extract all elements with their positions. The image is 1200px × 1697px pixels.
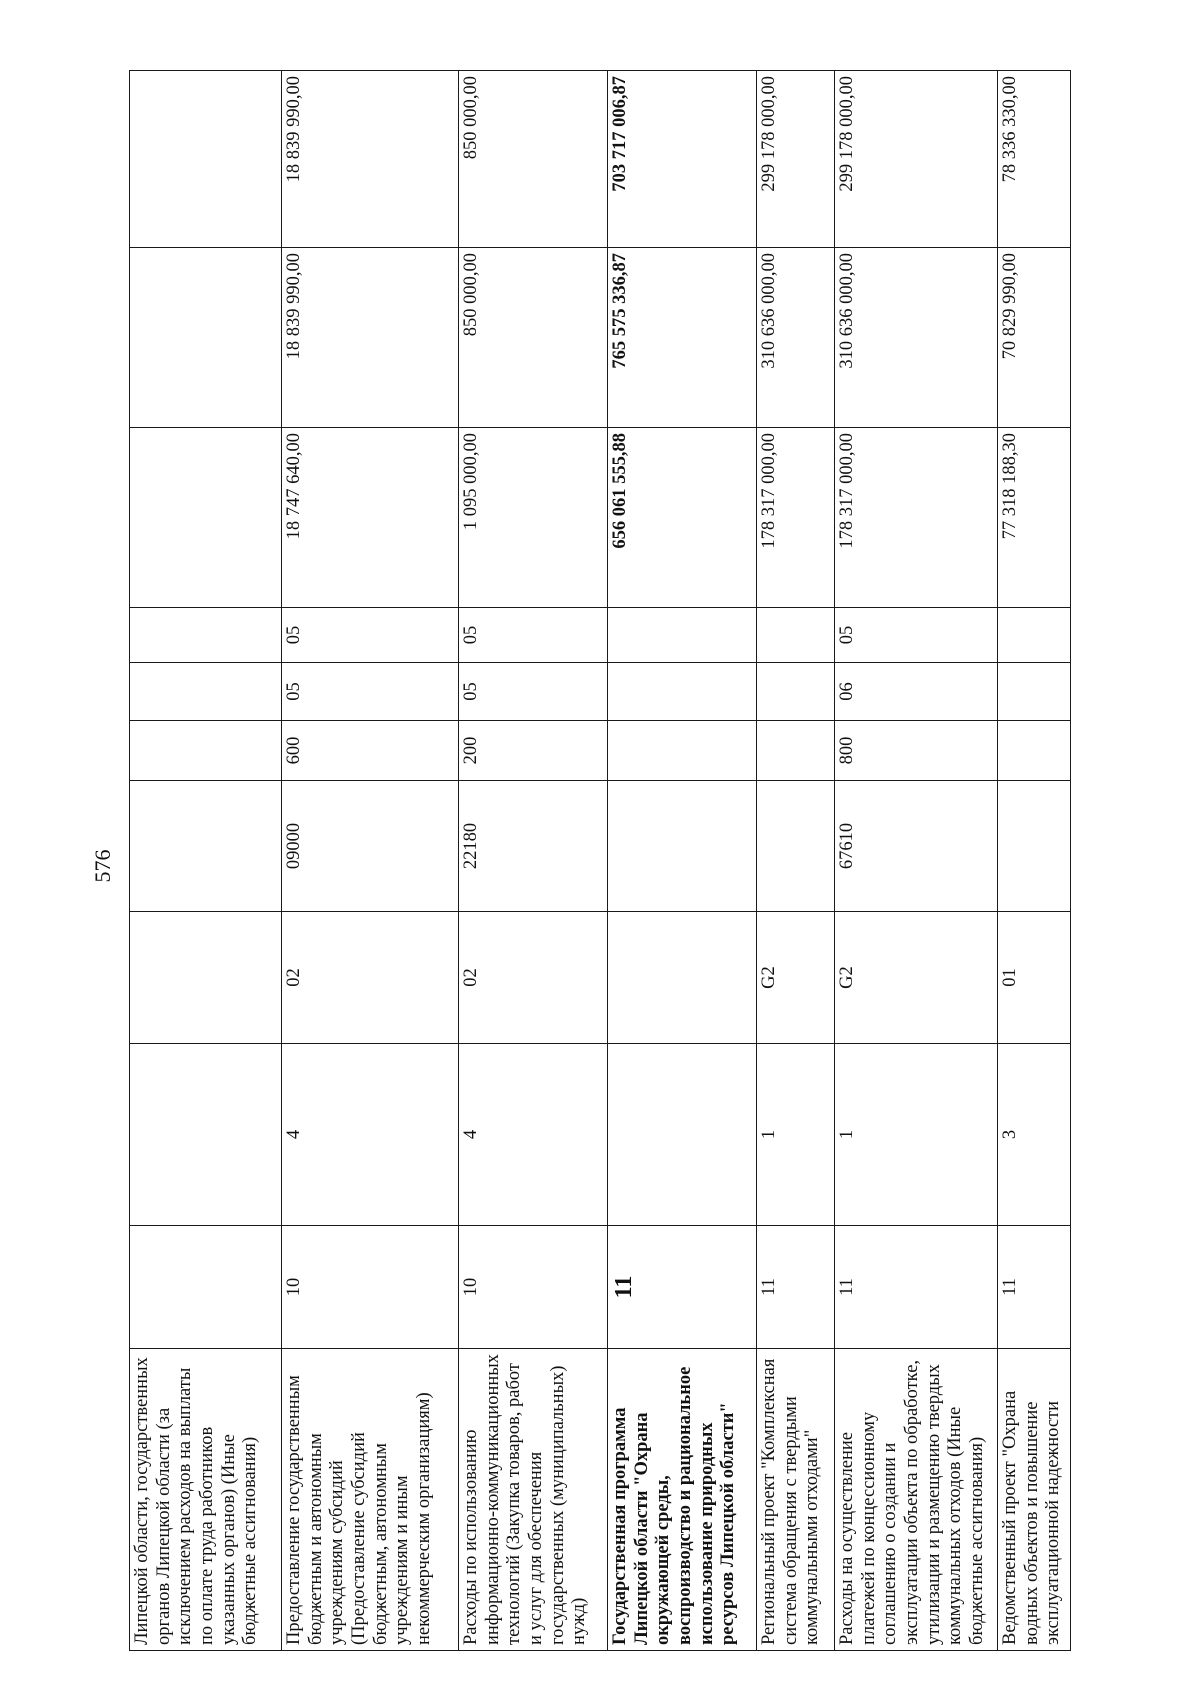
code-cell-c5: 200 (459, 721, 608, 781)
code-cell-c2 (130, 1044, 282, 1226)
amount-cell-a2: 850 000,00 (459, 248, 608, 428)
amount-cell-a3: 703 717 006,87 (608, 71, 757, 248)
code-cell-c5 (130, 721, 282, 781)
page-number: 576 (90, 849, 115, 883)
budget-table (129, 70, 1071, 1651)
amount-cell-a2: 765 575 336,87 (608, 248, 757, 428)
code-cell-c7 (756, 608, 834, 663)
code-cell-c5 (756, 721, 834, 781)
amount-cell-a1: 178 317 000,00 (835, 428, 998, 608)
amount-cell-a1: 178 317 000,00 (756, 428, 834, 608)
code-cell-c1: 10 (459, 1226, 608, 1349)
code-cell-c4: 67610 (835, 781, 998, 912)
table-row (756, 71, 834, 1651)
code-cell-c6: 05 (459, 663, 608, 721)
code-cell-c2 (608, 1044, 757, 1226)
amount-cell-a3: 18 839 990,00 (282, 71, 459, 248)
code-cell-c6: 06 (835, 663, 998, 721)
row-name-cell: Предоставление государственным бюджетным и автономным учреждениям субсидий (Предоставление субсидий бюджетным, автономным учреждениям и иным некоммерческим организациям) (282, 1349, 459, 1651)
table-row (459, 71, 608, 1651)
amount-cell-a2: 310 636 000,00 (835, 248, 998, 428)
code-cell-c4 (998, 781, 1071, 912)
code-cell-c3: G2 (835, 912, 998, 1044)
code-cell-c5 (608, 721, 757, 781)
amount-cell-a1: 656 061 555,88 (608, 428, 757, 608)
row-name-cell: Ведомственный проект "Охрана водных объектов и повышение эксплуатационной надежности (998, 1349, 1071, 1651)
table-body (130, 71, 1071, 1651)
code-cell-c3 (608, 912, 757, 1044)
table-row (835, 71, 998, 1651)
amount-cell-a2: 310 636 000,00 (756, 248, 834, 428)
code-cell-c7 (130, 608, 282, 663)
code-cell-c2: 4 (459, 1044, 608, 1226)
code-cell-c7 (998, 608, 1071, 663)
row-name-cell: Государственная программа Липецкой области "Охрана окружающей среды, воспроизводство и рациональное использование природных ресурсов Липецкой области" (608, 1349, 757, 1651)
code-cell-c6 (756, 663, 834, 721)
table-row (998, 71, 1071, 1651)
code-cell-c5 (998, 721, 1071, 781)
code-cell-c2: 1 (835, 1044, 998, 1226)
code-cell-c1: 11 (998, 1226, 1071, 1349)
code-cell-c7: 05 (282, 608, 459, 663)
amount-cell-a2: 70 829 990,00 (998, 248, 1071, 428)
row-name-cell: Региональный проект "Комплексная система обращения с твердыми коммунальными отходами" (756, 1349, 834, 1651)
code-cell-c6 (130, 663, 282, 721)
code-cell-c4: 09000 (282, 781, 459, 912)
code-cell-c6: 05 (282, 663, 459, 721)
amount-cell-a3: 299 178 000,00 (756, 71, 834, 248)
code-cell-c2: 3 (998, 1044, 1071, 1226)
code-cell-c5: 600 (282, 721, 459, 781)
amount-cell-a2: 18 839 990,00 (282, 248, 459, 428)
amount-cell-a3: 850 000,00 (459, 71, 608, 248)
code-cell-c3: 02 (282, 912, 459, 1044)
amount-cell-a1 (130, 428, 282, 608)
amount-cell-a3: 78 336 330,00 (998, 71, 1071, 248)
code-cell-c5: 800 (835, 721, 998, 781)
code-cell-c1 (130, 1226, 282, 1349)
code-cell-c2: 1 (756, 1044, 834, 1226)
amount-cell-a1: 1 095 000,00 (459, 428, 608, 608)
amount-cell-a1: 18 747 640,00 (282, 428, 459, 608)
code-cell-c2: 4 (282, 1044, 459, 1226)
row-name-cell: Липецкой области, государственных органов Липецкой области (за исключением расходов на выплаты по оплате труда работников указанных органов) (Иные бюджетные ассигнования) (130, 1349, 282, 1651)
amount-cell-a2 (130, 248, 282, 428)
code-cell-c7: 05 (835, 608, 998, 663)
amount-cell-a1: 77 318 188,30 (998, 428, 1071, 608)
code-cell-c1: 11 (608, 1226, 757, 1349)
table-row (130, 71, 282, 1651)
code-cell-c4 (608, 781, 757, 912)
table-row (282, 71, 459, 1651)
code-cell-c3 (130, 912, 282, 1044)
code-cell-c3: 01 (998, 912, 1071, 1044)
table-row (608, 71, 757, 1651)
row-name-cell: Расходы по использованию информационно-коммуникационных технологий (Закупка товаров, работ и услуг для обеспечения государственных (муниципальных) нужд) (459, 1349, 608, 1651)
amount-cell-a3 (130, 71, 282, 248)
amount-cell-a3: 299 178 000,00 (835, 71, 998, 248)
rotated-table-container (129, 71, 1071, 1651)
code-cell-c6 (608, 663, 757, 721)
code-cell-c1: 10 (282, 1226, 459, 1349)
code-cell-c3: G2 (756, 912, 834, 1044)
code-cell-c4 (130, 781, 282, 912)
row-name-cell: Расходы на осуществление платежей по концессионному соглашению о создании и эксплуатации объекта по обработке, утилизации и размещению твердых коммунальных отходов (Иные бюджетные ассигнования) (835, 1349, 998, 1651)
code-cell-c4 (756, 781, 834, 912)
code-cell-c3: 02 (459, 912, 608, 1044)
code-cell-c7: 05 (459, 608, 608, 663)
code-cell-c1: 11 (756, 1226, 834, 1349)
code-cell-c1: 11 (835, 1226, 998, 1349)
code-cell-c6 (998, 663, 1071, 721)
code-cell-c4: 22180 (459, 781, 608, 912)
code-cell-c7 (608, 608, 757, 663)
